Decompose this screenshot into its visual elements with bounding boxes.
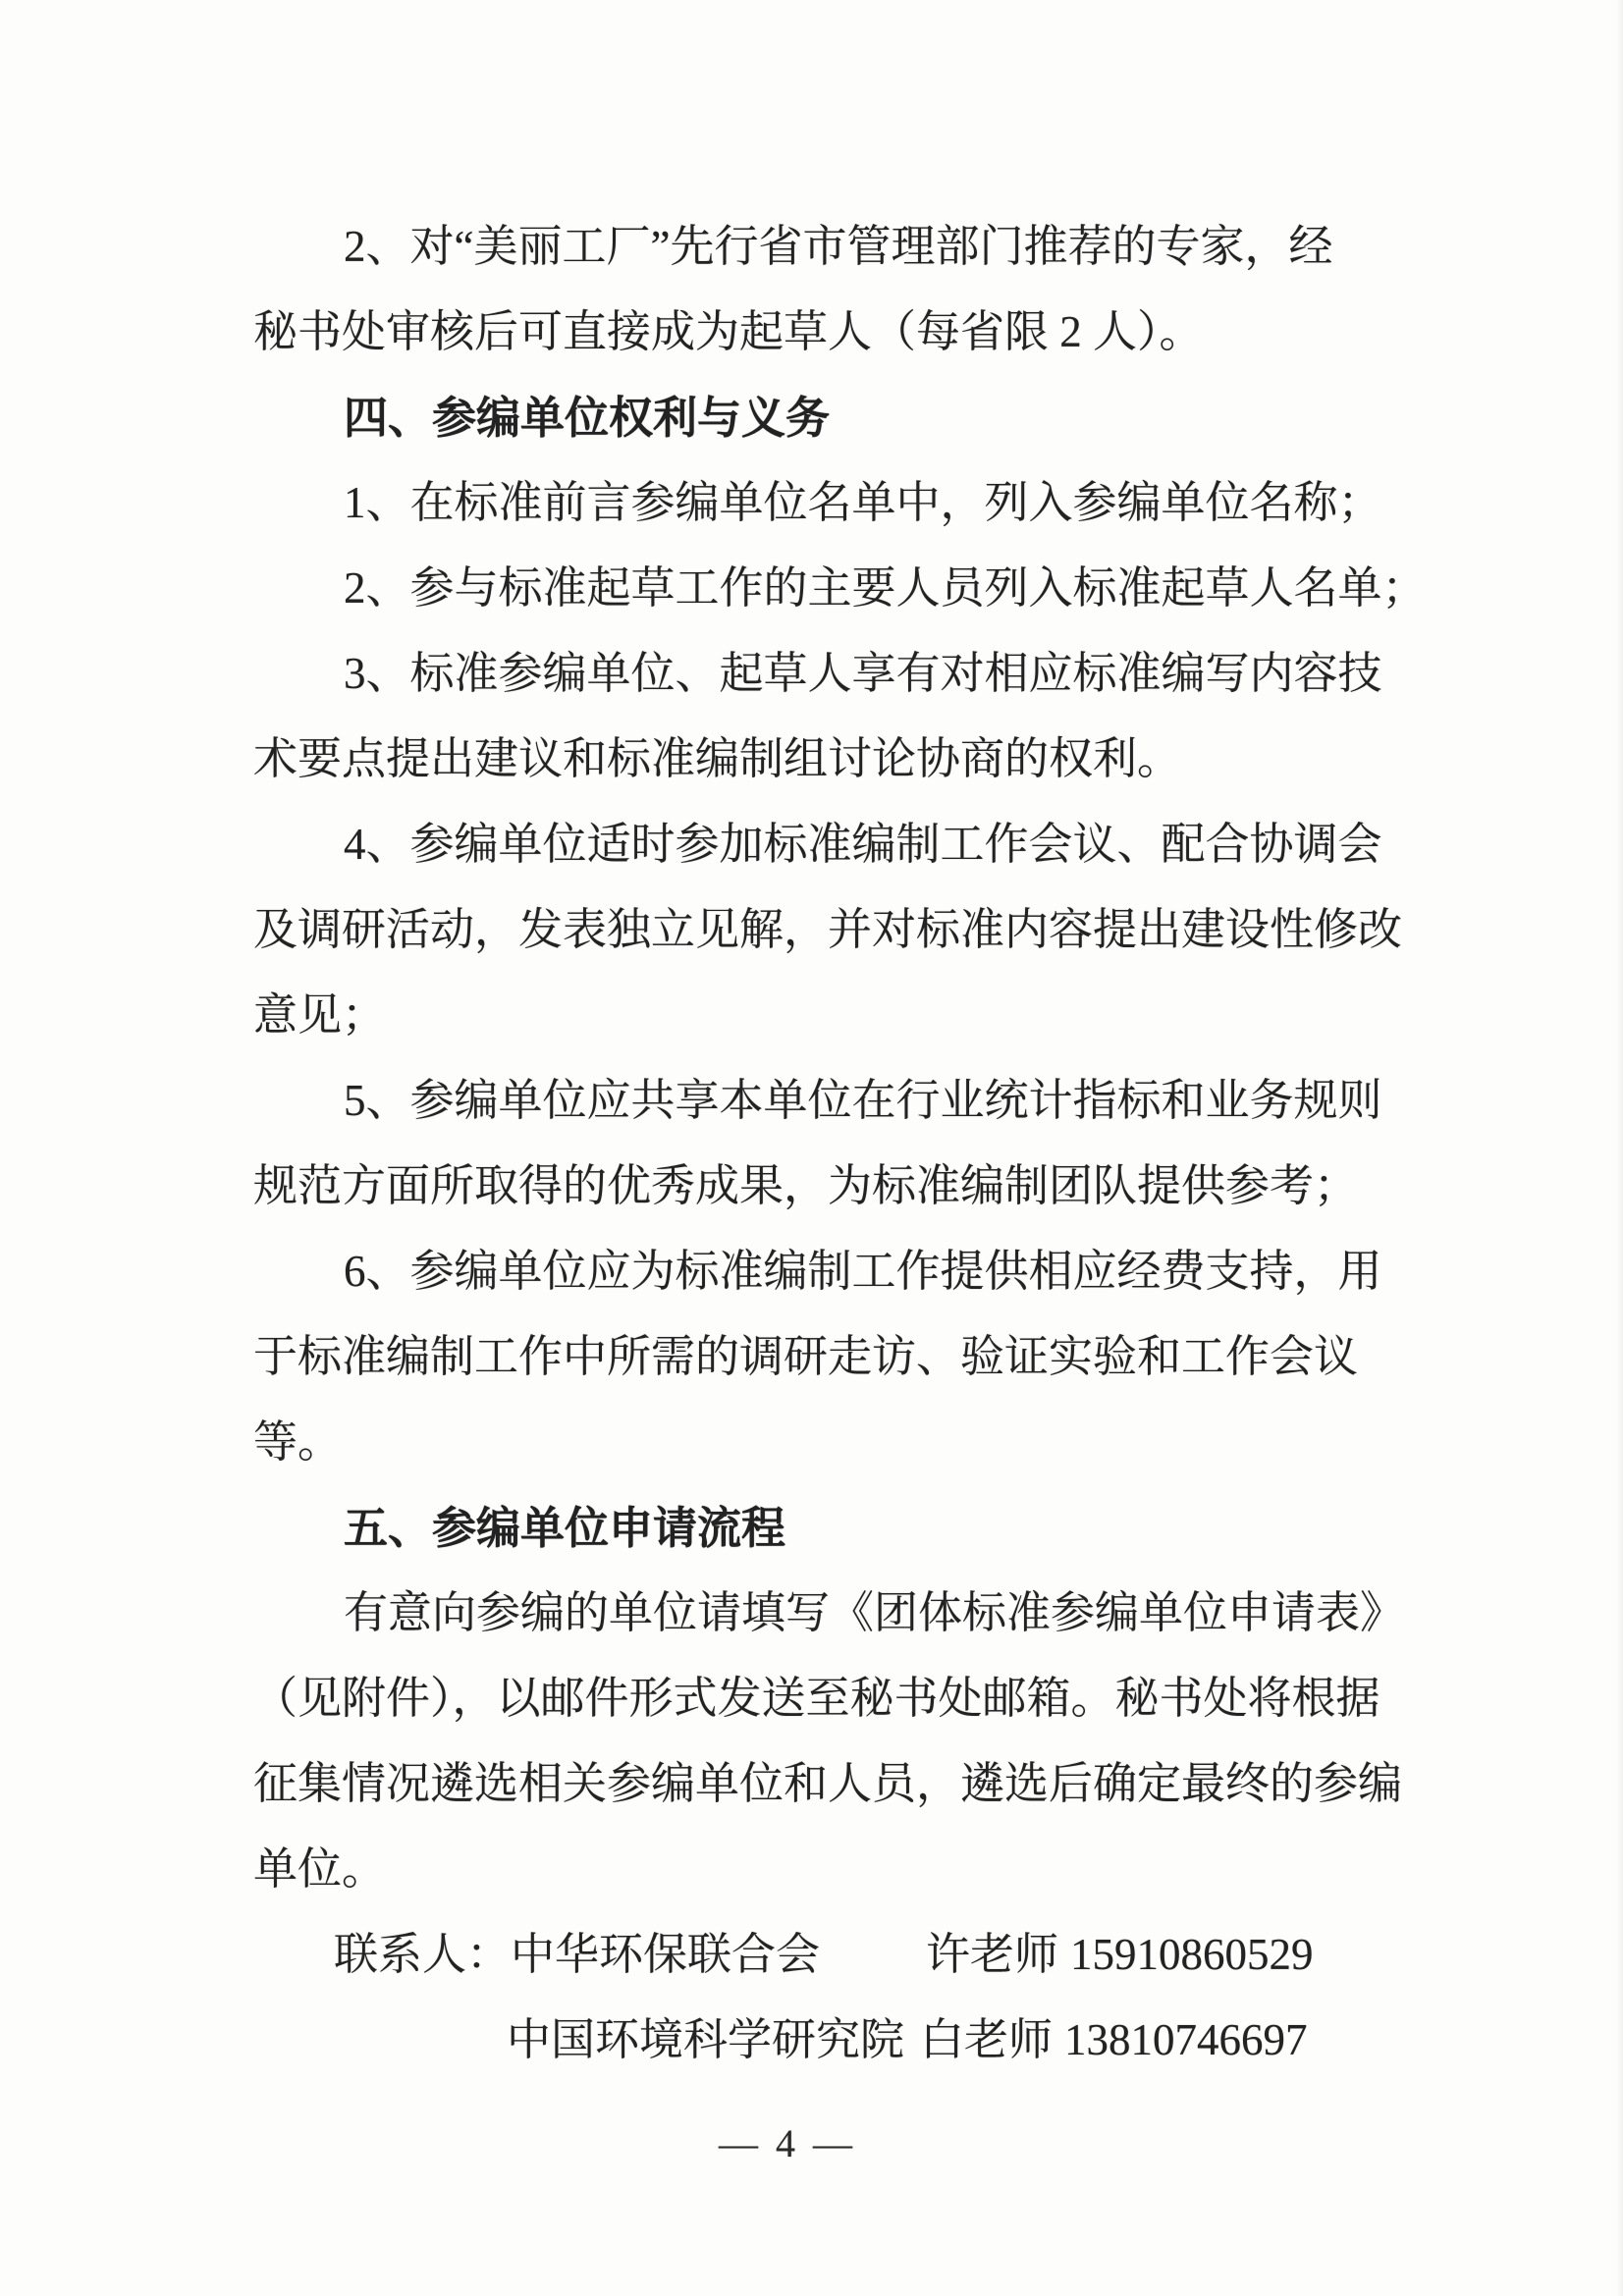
contact-row [253,1998,1406,2083]
text-line: 等。 [253,1417,343,1467]
text-line: （见附件），以邮件形式发送至秘书处邮箱。秘书处将根据 [253,1674,1380,1723]
contact-person: 许老师 [926,1930,1059,1979]
text-line: 3、标准参编单位、起草人享有对相应标准编写内容技 [344,649,1382,698]
text-lines [253,204,1427,1912]
contact-phone: 15910860529 [1070,1930,1314,1979]
contact-person: 白老师 [920,2015,1054,2064]
text-line: 有意向参编的单位请填写《团体标准参编单位申请表》 [344,1588,1405,1637]
contact-org: 中华环保联合会 [511,1930,821,1979]
contact-phone: 13810746697 [1064,2015,1308,2064]
text-line: 意见； [253,990,387,1040]
document-body [253,204,1427,2083]
section-heading: 四、参编单位权利与义务 [344,393,831,443]
text-line: 及调研活动，发表独立见解，并对标准内容提出建设性修改 [253,905,1403,954]
scan-edge-artifact [1617,0,1623,2296]
page-number: — 4 — [719,2121,856,2165]
contact-org: 中国环境科学研究院 [507,2015,905,2064]
text-line: 于标准编制工作中所需的调研走访、验证实验和工作会议 [253,1332,1359,1381]
text-line: 5、参编单位应共享本单位在行业统计指标和业务规则 [344,1076,1382,1125]
text-line: 6、参编单位应为标准编制工作提供相应经费支持，用 [344,1247,1382,1296]
text-line: 2、参与标准起草工作的主要人员列入标准起草人名单； [344,563,1427,613]
contact-row [253,1912,1406,1998]
text-line: 征集情况遴选相关参编单位和人员，遴选后确定最终的参编 [253,1759,1403,1808]
contact-label: 联系人： [334,1930,512,1979]
text-line: 秘书处审核后可直接成为起草人（每省限 2 人）。 [253,307,1204,356]
section-heading: 五、参编单位申请流程 [344,1503,786,1553]
text-line: 1、在标准前言参编单位名单中，列入参编单位名称； [344,478,1382,527]
text-line: 规范方面所取得的优秀成果，为标准编制团队提供参考； [253,1161,1359,1210]
text-line: 单位。 [253,1844,387,1894]
contact-block [253,1912,1406,2083]
text-line: 2、对“美丽工厂”先行省市管理部门推荐的专家，经 [344,222,1333,271]
text-line: 术要点提出建议和标准编制组讨论协商的权利。 [253,734,1182,783]
text-line: 4、参编单位适时参加标准编制工作会议、配合协调会 [344,820,1382,869]
